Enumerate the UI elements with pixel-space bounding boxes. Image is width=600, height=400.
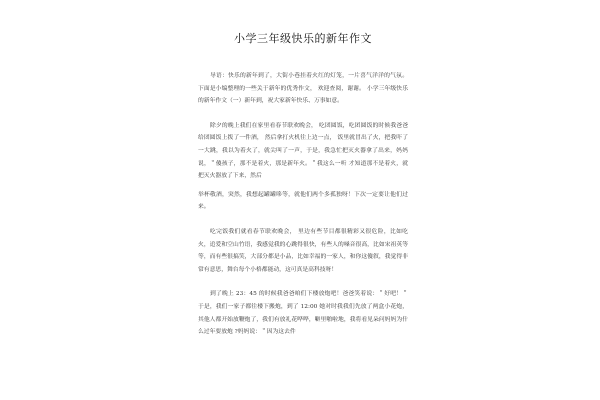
paragraph-toast: 举杯敬酒，突然，我想起罐罐哆等，就他们两个多孤独呀！下次一定要让他们过来。	[198, 191, 408, 211]
paragraph-fireworks: 到了晚上 23：45 的时候我爸爸咱们下楼放炮吧！爸爸笑着说：＂好吧！＂于是，我们一家子都往楼下搬炮，到了 12:00 她对时我我们先放了两盒小花炮，其他人都开始放鞭炮了，我们有放礼花哗哗，噼里啪啦地，我将看见朵问妈妈为什么过年要放炮 ?妈妈说：＂因为这去件	[198, 291, 408, 336]
paragraph-gala: 吃完饭我们就看春节联欢晚会， 里边有些节目都很精彩又很危险，比如吃火，追爱和空山竹语，我感觉我的心跳得很快，有些人的嗓音很高，比如宋祖英等等，而有些很搞笑，大部分都是小品，比如幸福的一家人，和你这傻叙，我觉得非常有意思，舞台每个小格都能动，这可真是高科技呀！	[198, 228, 408, 273]
document-page	[198, 30, 408, 400]
document-title: 小学三年级快乐的新年作文	[234, 32, 372, 45]
paragraph-new-years-eve: 除夕的晚上我们在家里看春节联欢晚会， 吃团圆饭，吃团圆饭的时候我爸爸给团圆饭上拨了一件酒， 然后拿打火机往上边一点， 饭里就冒出了火，把我吓了一大跳，我以为着火了，就尖叫了一声，于是，我急忙把灭火器拿了出来，妈妈说，＂傻孩子，那不是着火，那是新年火。＂我这么一听 才知道那不是着火，就把灭火器放了下来，然后	[198, 122, 408, 180]
paragraph-intro: 导语：快乐的新年到了，大街小巷挂着火红的灯笼，一片喜气洋洋的气氛。 下面是小编整理的一些关于新年的优秀作文， 欢迎查阅，谢谢。 小学三年级快乐的新年作文（一）新年到，祝大家新年快乐、万事如意。	[198, 73, 408, 105]
